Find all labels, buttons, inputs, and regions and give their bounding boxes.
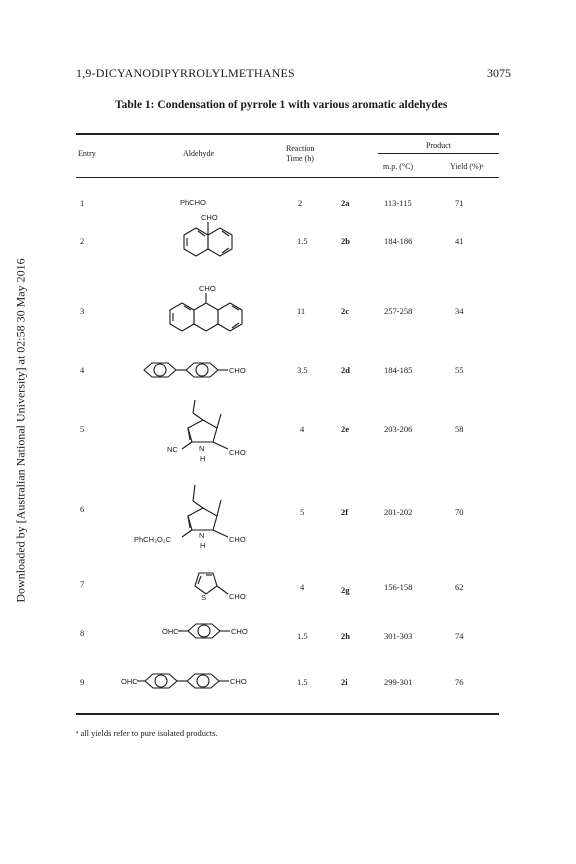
melting-point: 203-206 — [384, 424, 413, 434]
structure-label: OHC — [121, 677, 138, 686]
col-reaction-line1: Reaction — [286, 144, 315, 153]
entry-number: 9 — [80, 677, 85, 687]
reaction-time: 4 — [300, 424, 305, 434]
reaction-time: 4 — [300, 582, 305, 592]
col-aldehyde: Aldehyde — [183, 149, 215, 158]
structure-label: CHO — [229, 535, 246, 544]
structure-label: N — [199, 531, 205, 540]
product-id: 2h — [341, 631, 350, 641]
structure-label: CHO — [229, 448, 246, 457]
product-id: 2c — [341, 306, 350, 316]
structure-label: CHO — [229, 592, 246, 601]
structure-label: S — [201, 593, 207, 602]
table-caption: Table 1: Condensation of pyrrole 1 with various aromatic aldehydes — [115, 99, 448, 111]
yield-value: 70 — [455, 507, 464, 517]
product-id: 2g — [341, 585, 350, 595]
yield-value: 58 — [455, 424, 464, 434]
running-title: 1,9-DICYANODIPYRROLYLMETHANES — [76, 66, 295, 80]
melting-point: 184-186 — [384, 236, 413, 246]
entry-number: 1 — [80, 198, 85, 208]
product-id: 2e — [341, 424, 350, 434]
naphthaldehyde-structure — [184, 213, 232, 256]
structure-label: H — [200, 454, 206, 463]
yield-value: 55 — [455, 365, 464, 375]
anthraldehyde-structure — [170, 284, 242, 331]
product-id: 2d — [341, 365, 350, 375]
biphenylcarbaldehyde-structure — [144, 363, 246, 377]
structure-label: PhCH₂O₂C — [134, 535, 172, 544]
table-footnote: ᵃ all yields refer to pure isolated products. — [76, 728, 218, 738]
cyanopyrrole-aldehyde-structure — [167, 400, 246, 463]
page-number: 3075 — [487, 66, 511, 80]
reaction-time: 1.5 — [297, 631, 308, 641]
yield-value: 74 — [455, 631, 464, 641]
entry-number: 5 — [80, 424, 85, 434]
reaction-time: 3.5 — [297, 365, 308, 375]
reaction-time: 5 — [300, 507, 305, 517]
structure-label: PhCHO — [180, 198, 206, 207]
product-id: 2a — [341, 198, 350, 208]
product-id: 2i — [341, 677, 348, 687]
structure-label: CHO — [230, 677, 247, 686]
structure-label: CHO — [229, 366, 246, 375]
melting-point: 201-202 — [384, 507, 413, 517]
yield-value: 76 — [455, 677, 464, 687]
thiophenecarbaldehyde-structure — [195, 573, 246, 602]
yield-value: 62 — [455, 582, 464, 592]
entry-number: 7 — [80, 579, 85, 589]
entry-number: 4 — [80, 365, 85, 375]
structure-label: H — [200, 541, 206, 550]
biphenyldicarbaldehyde-structure — [121, 674, 247, 688]
entry-number: 3 — [80, 306, 85, 316]
structure-label: CHO — [201, 213, 218, 222]
product-id: 2b — [341, 236, 350, 246]
yield-value: 34 — [455, 306, 464, 316]
col-reaction-line2: Time (h) — [286, 154, 314, 163]
yield-value: 41 — [455, 236, 464, 246]
reaction-time: 2 — [298, 198, 303, 208]
terephthalaldehyde-structure — [162, 624, 248, 638]
download-watermark: Downloaded by [Australian National University] at 02:58 30 May 2016 — [13, 258, 28, 603]
structure-label: OHC — [162, 627, 179, 636]
structure-label: NC — [167, 445, 178, 454]
melting-point: 299-301 — [384, 677, 413, 687]
reaction-time: 11 — [297, 306, 306, 316]
col-entry: Entry — [78, 149, 96, 158]
yield-value: 71 — [455, 198, 464, 208]
reaction-time: 1.5 — [297, 677, 308, 687]
entry-number: 8 — [80, 628, 85, 638]
reaction-time: 1.5 — [297, 236, 308, 246]
structure-label: N — [199, 444, 205, 453]
entry-number: 6 — [80, 504, 85, 514]
melting-point: 113-115 — [384, 198, 412, 208]
col-product: Product — [426, 141, 451, 150]
col-yield: Yield (%)ᵃ — [450, 162, 484, 171]
structure-label: CHO — [199, 284, 216, 293]
melting-point: 301-303 — [384, 631, 413, 641]
melting-point: 257-258 — [384, 306, 413, 316]
col-mp: m.p. (°C) — [383, 162, 414, 171]
melting-point: 156-158 — [384, 582, 413, 592]
structure-label: CHO — [231, 627, 248, 636]
melting-point: 184-185 — [384, 365, 413, 375]
benzylester-pyrrole-aldehyde-structure — [134, 485, 246, 550]
entry-number: 2 — [80, 236, 85, 246]
product-id: 2f — [341, 507, 349, 517]
